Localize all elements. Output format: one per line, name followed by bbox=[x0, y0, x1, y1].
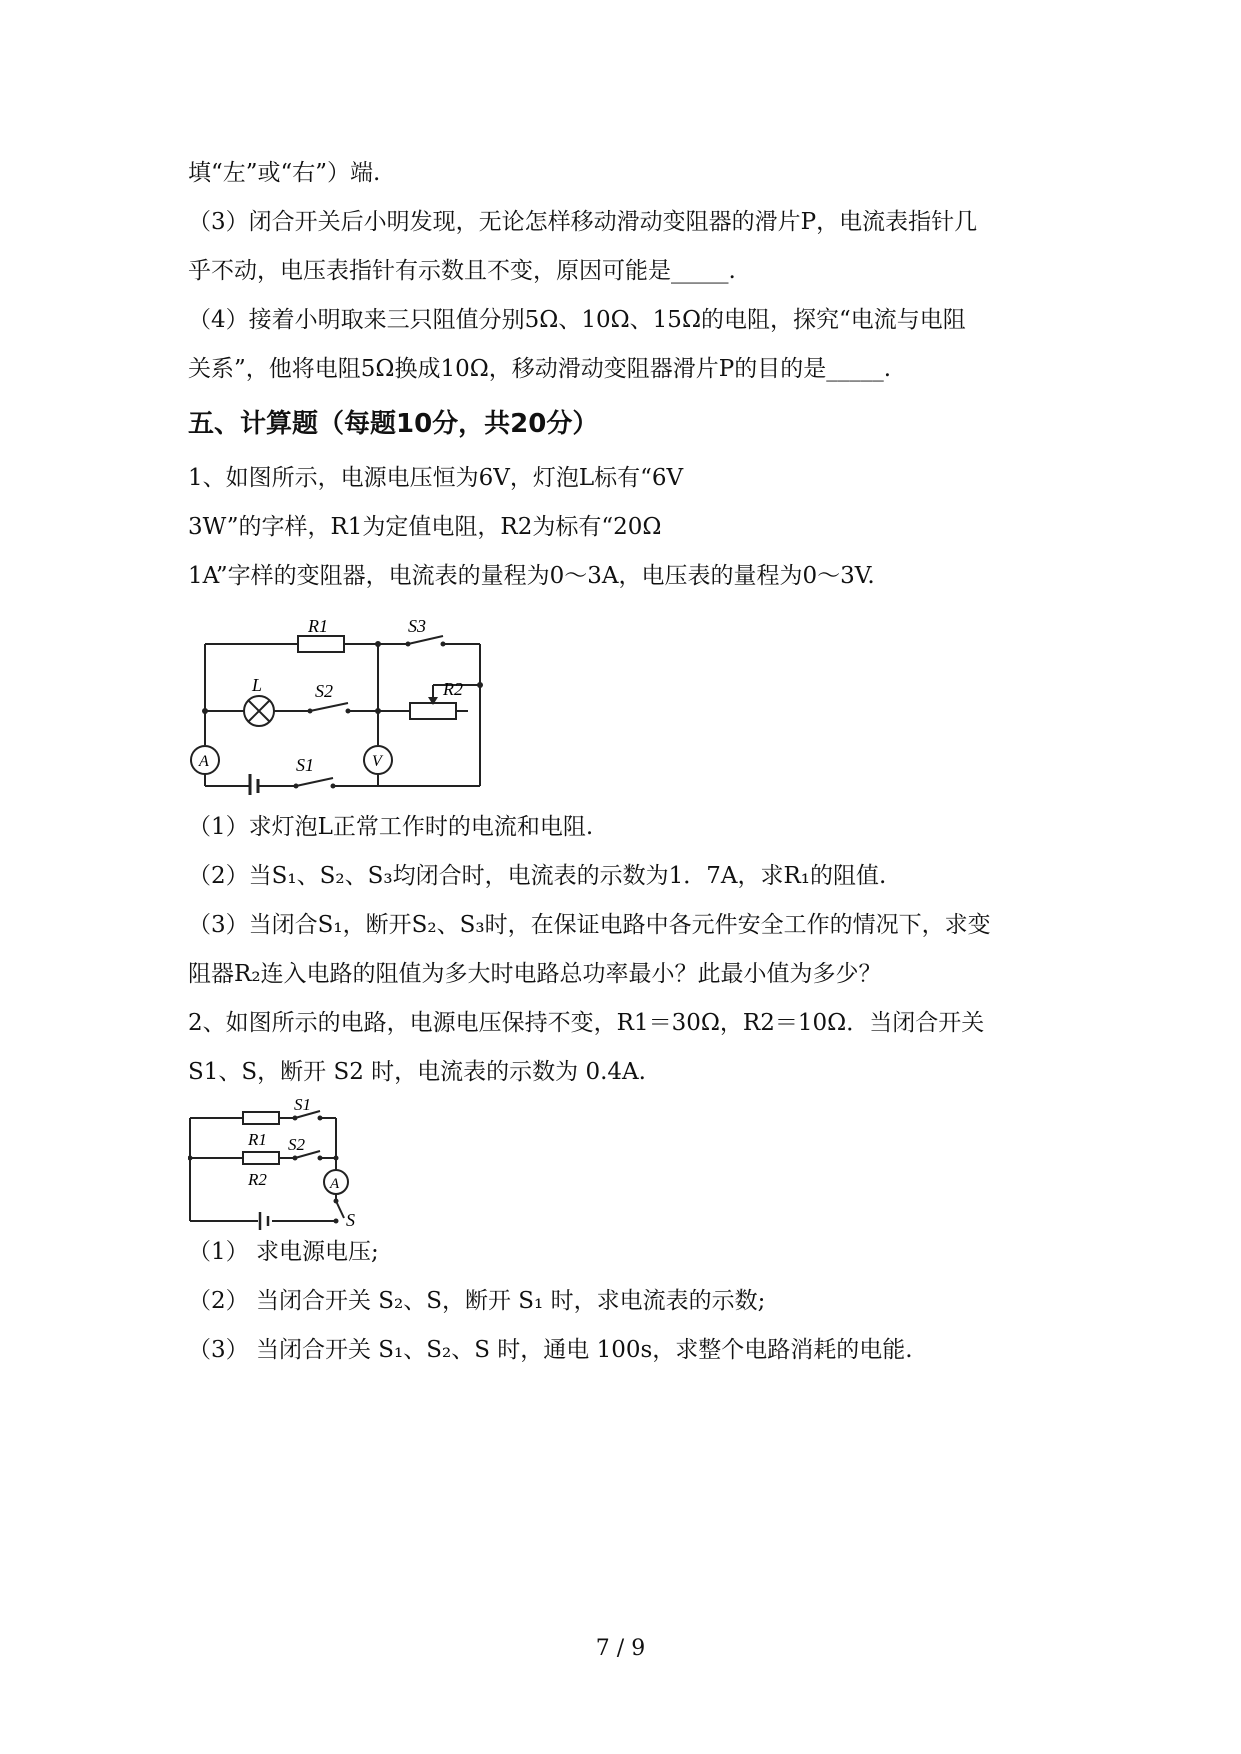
label-r1: R1 bbox=[308, 616, 328, 636]
problem1-question: （3）当闭合S₁，断开S₂、S₃时，在保证电路中各元件安全工作的情况下，求变 bbox=[188, 912, 991, 938]
label-s2: S2 bbox=[315, 681, 333, 701]
text-line: 填“左”或“右”）端. bbox=[188, 160, 381, 186]
text-line: 乎不动，电压表指针有示数且不变，原因可能是_____. bbox=[188, 258, 736, 284]
problem2-question: （2） 当闭合开关 S₂、S，断开 S₁ 时，求电流表的示数; bbox=[188, 1288, 766, 1314]
label-r2: R2 bbox=[248, 1170, 267, 1189]
voltmeter-label: V bbox=[372, 753, 382, 770]
ammeter-label: A bbox=[199, 753, 209, 770]
problem2-text: 2、如图所示的电路，电源电压保持不变，R1＝30Ω，R2＝10Ω．当闭合开关 bbox=[188, 1010, 985, 1036]
text-line: （3）闭合开关后小明发现，无论怎样移动滑动变阻器的滑片P，电流表指针几 bbox=[188, 209, 978, 235]
problem1-text: 3W”的字样，R1为定值电阻，R2为标有“20Ω bbox=[188, 514, 662, 540]
problem1-question: （2）当S₁、S₂、S₃均闭合时，电流表的示数为1．7A，求R₁的阻值. bbox=[188, 863, 887, 889]
label-s1: S1 bbox=[294, 1098, 311, 1114]
circuit-diagram-2 bbox=[188, 1098, 368, 1230]
problem1-text: 1、如图所示，电源电压恒为6V，灯泡L标有“6V bbox=[188, 465, 684, 491]
problem2-text: S1、S，断开 S2 时，电流表的示数为 0.4A. bbox=[188, 1059, 646, 1085]
label-s: S bbox=[346, 1210, 355, 1230]
text-line: （4）接着小明取来三只阻值分别5Ω、10Ω、15Ω的电阻，探究“电流与电阻 bbox=[188, 307, 966, 333]
problem1-question: （1）求灯泡L正常工作时的电流和电阻. bbox=[188, 814, 594, 840]
problem1-question: 阻器R₂连入电路的阻值为多大时电路总功率最小？此最小值为多少？ bbox=[188, 961, 882, 987]
label-r1: R1 bbox=[248, 1130, 267, 1149]
label-s3: S3 bbox=[408, 616, 426, 636]
section-title: 五、计算题（每题10分，共20分） bbox=[188, 409, 599, 439]
label-r2: R2 bbox=[443, 679, 463, 699]
text-line: 关系”，他将电阻5Ω换成10Ω，移动滑动变阻器滑片P的目的是_____. bbox=[188, 356, 892, 382]
problem2-question: （3） 当闭合开关 S₁、S₂、S 时，通电 100s，求整个电路消耗的电能. bbox=[188, 1337, 913, 1363]
problem1-text: 1A”字样的变阻器，电流表的量程为0～3A，电压表的量程为0～3V. bbox=[188, 563, 875, 589]
ammeter-label: A bbox=[330, 1176, 340, 1192]
page-number: 7 / 9 bbox=[595, 1636, 646, 1661]
circuit-diagram-1 bbox=[188, 615, 488, 795]
label-l: L bbox=[252, 675, 263, 695]
problem2-question: （1） 求电源电压; bbox=[188, 1239, 379, 1265]
label-s2: S2 bbox=[288, 1135, 305, 1154]
label-s1: S1 bbox=[296, 755, 314, 775]
